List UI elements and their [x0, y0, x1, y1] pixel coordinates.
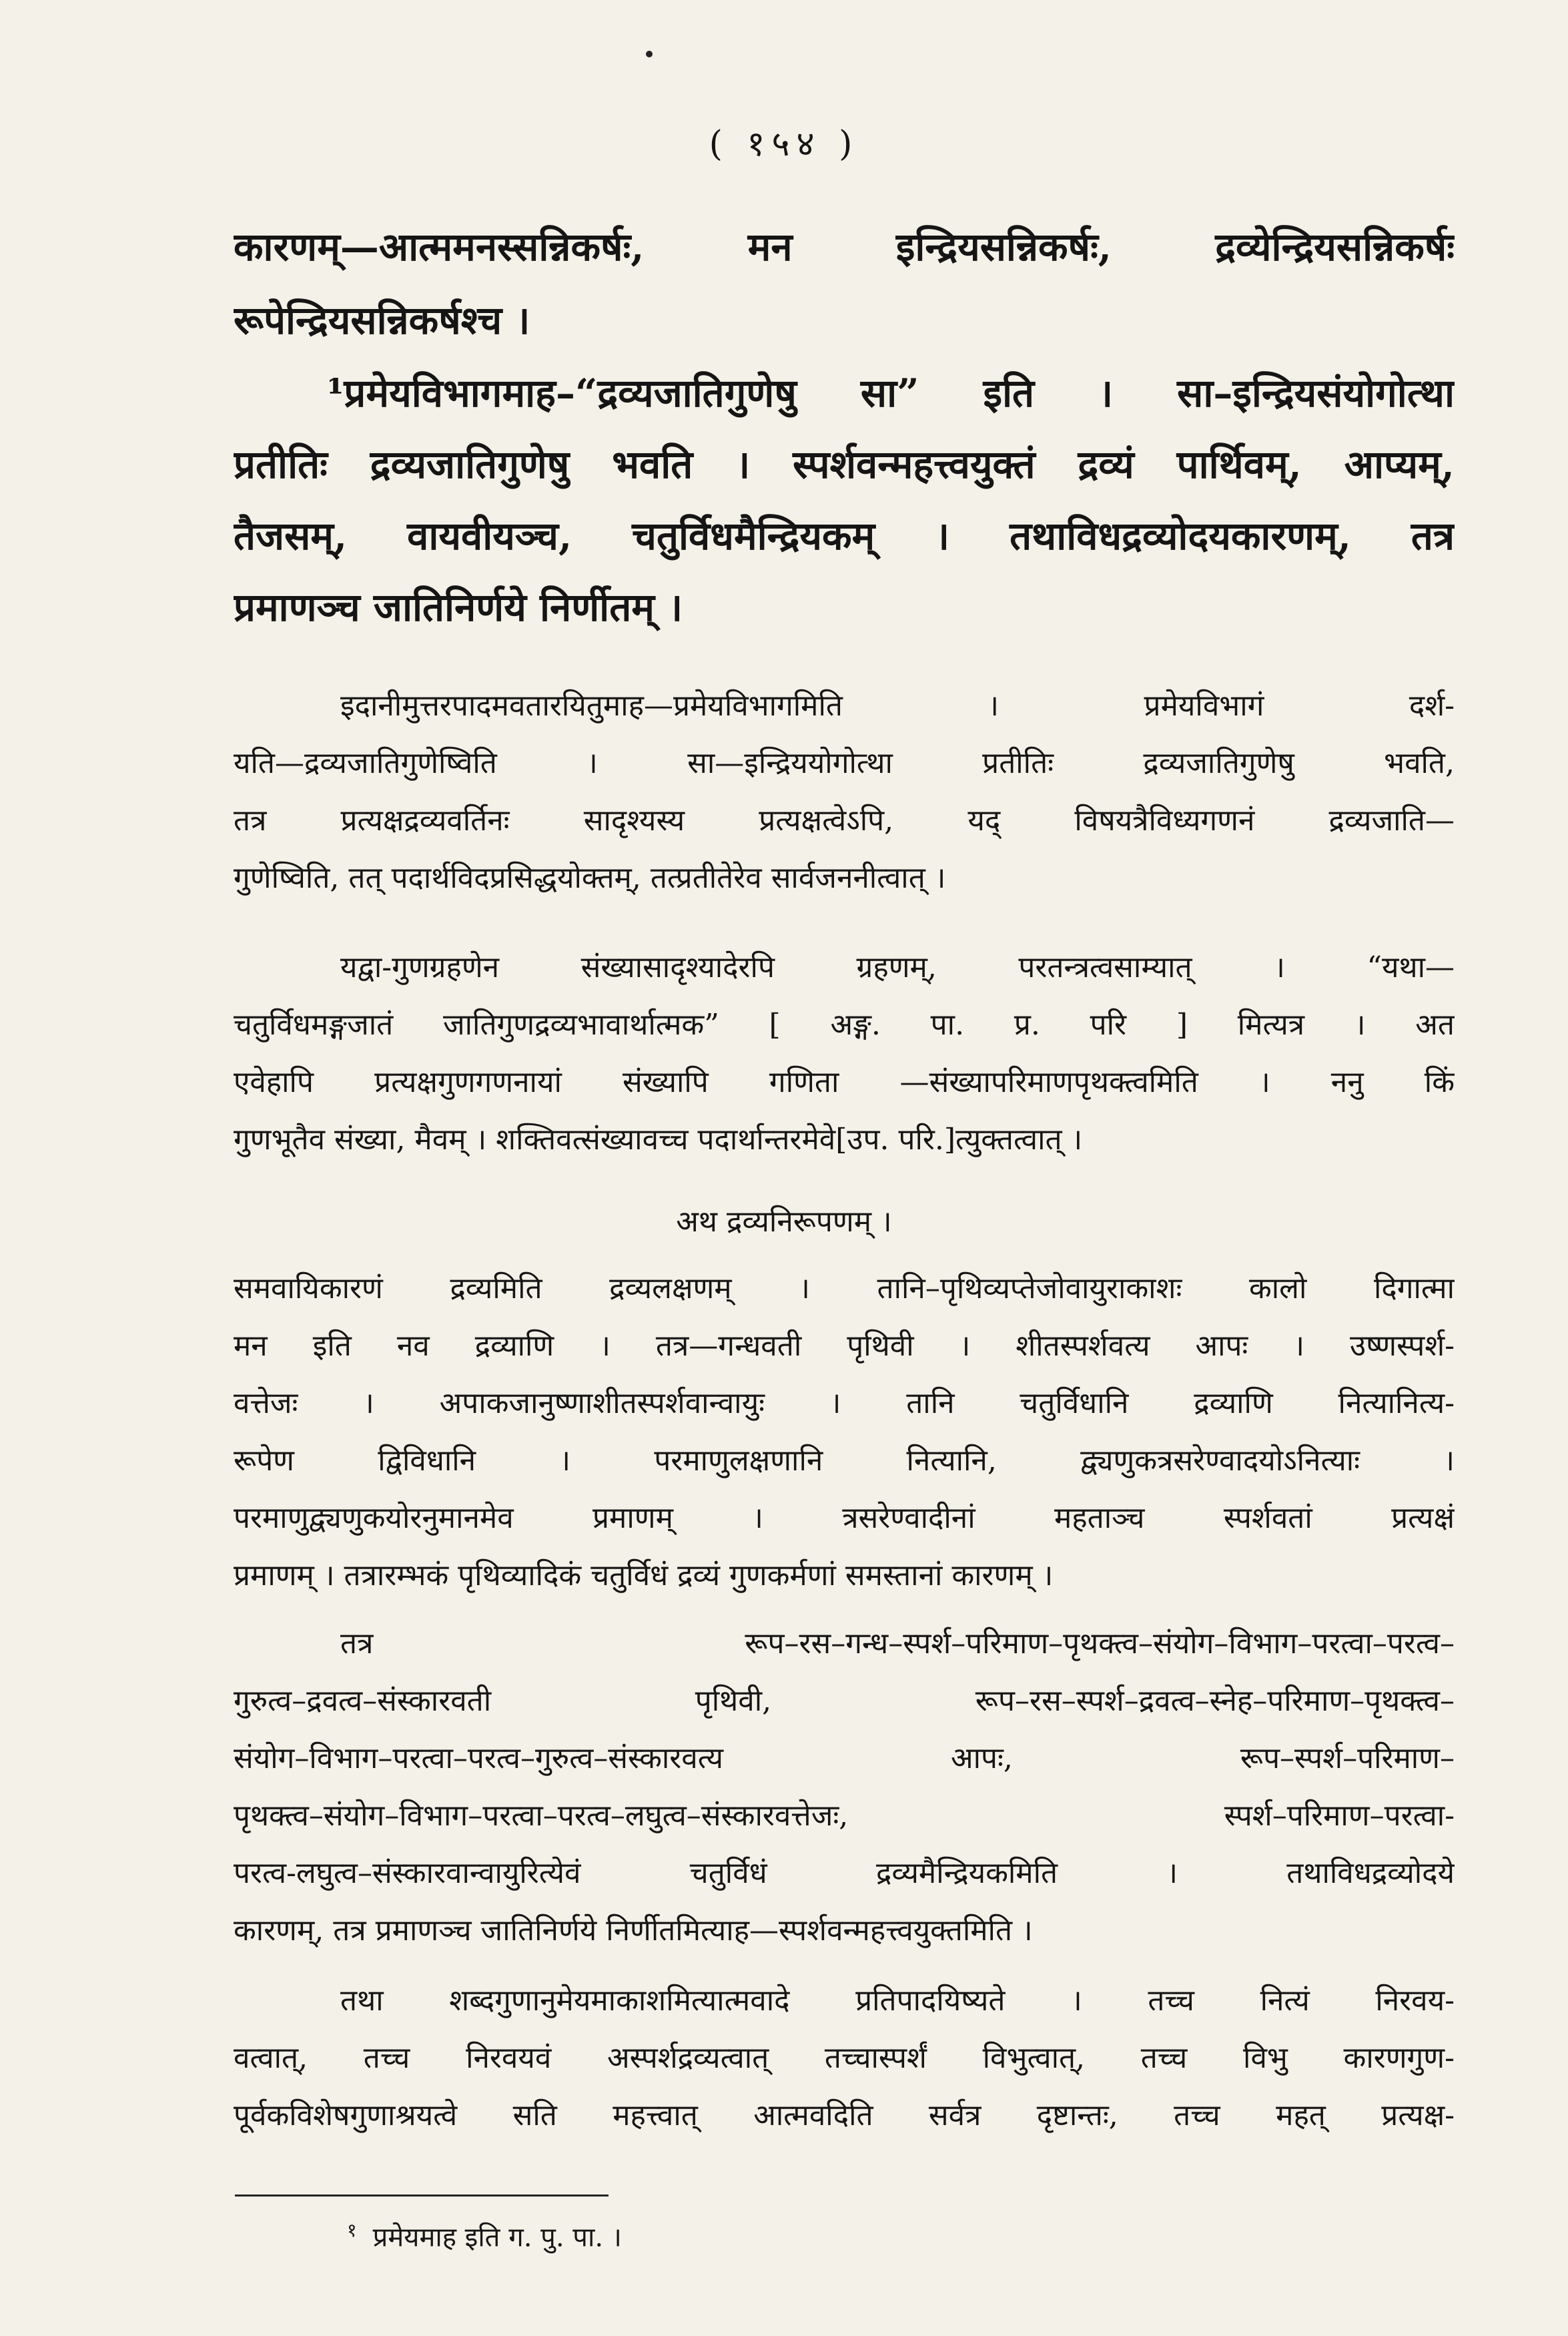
text-line: यति—द्रव्यजातिगुणेष्विति । सा—इन्द्रिययोगोत्था प्रतीतिः द्रव्यजातिगुणेषु भवति,	[234, 746, 1455, 780]
footnote-text: प्रमेयमाह इति ग. पु. पा. ।	[372, 2222, 622, 2253]
text-line: चतुर्विधमङ्गजातं जातिगुणद्रव्यभावार्थात्मक” [ अङ्ग. पा. प्र. परि ] मित्यत्र । अत	[234, 1008, 1455, 1042]
commentary-block-2	[234, 939, 1455, 1169]
text-line: रूपेन्द्रियसन्निकर्षश्च ।	[234, 298, 530, 343]
ink-dot	[646, 51, 653, 57]
text-line: इदानीमुत्तरपादमवतारयितुमाह—प्रमेयविभागमिति । प्रमेयविभागं दर्श-	[340, 689, 1455, 723]
footnote-divider	[235, 2195, 609, 2197]
text-line: प्रमाणञ्च जातिनिर्णये निर्णीतम् ।	[234, 585, 683, 630]
text-line: गुणेष्विति, तत् पदार्थविदप्रसिद्धयोक्तम्, तत्प्रतीतेरेव सार्वजननीत्वात् ।	[234, 861, 946, 895]
commentary-block-5	[234, 1972, 1455, 2144]
text-line: तथा शब्दगुणानुमेयमाकाशमित्यात्मवादे प्रतिपादयिष्यते । तच्च नित्यं निरवय-	[340, 1984, 1455, 2018]
footnote	[347, 2217, 622, 2254]
text-line: कारणम्—आत्ममनस्सन्निकर्षः, मन इन्द्रियसन्निकर्षः, द्रव्येन्द्रियसन्निकर्षः	[234, 224, 1455, 270]
text-line: ¹प्रमेयविभागमाह–“द्रव्यजातिगुणेषु सा” इति । सा–इन्द्रियसंयोगोत्था	[327, 370, 1455, 416]
text-line: वत्वात्, तच्च निरवयवं अस्पर्शद्रव्यत्वात् तच्चास्पर्शं विभुत्वात्, तच्च विभु कारणगुण-	[234, 2041, 1455, 2075]
text-line: रूपेण द्विविधानि । परमाणुलक्षणानि नित्यानि, द्व्यणुकत्रसरेण्वादयोऽनित्याः ।	[234, 1444, 1455, 1478]
commentary-block-4	[234, 1615, 1455, 1960]
commentary-block-3	[234, 1260, 1455, 1604]
text-line: तैजसम्, वायवीयञ्च, चतुर्विधमैन्द्रियकम् । तथाविधद्रव्योदयकारणम्, तत्र	[234, 513, 1455, 559]
root-text-block-2	[234, 358, 1455, 643]
section-heading: अथ द्रव्यनिरूपणम् ।	[676, 1205, 892, 1239]
text-line: पृथक्त्व–संयोग–विभाग–परत्वा–परत्व–लघुत्व–संस्कारवत्तेजः, स्पर्श–परिमाण–परत्वा-	[234, 1799, 1455, 1833]
text-line: प्रतीतिः द्रव्यजातिगुणेषु भवति । स्पर्शवन्महत्त्वयुक्तं द्रव्यं पार्थिवम्, आप्यम्,	[234, 442, 1455, 487]
text-line: तत्र रूप–रस–गन्ध–स्पर्श–परिमाण–पृथक्त्व–संयोग–विभाग–परत्वा–परत्व–	[340, 1627, 1455, 1661]
commentary-block-1	[234, 677, 1455, 907]
root-text-block-1	[234, 210, 1455, 357]
text-line: गुरुत्व–द्रवत्व–संस्कारवती पृथिवी, रूप–रस–स्पर्श–द्रवत्व–स्नेह–परिमाण–पृथक्त्व–	[234, 1684, 1455, 1718]
text-line: परत्व-लघुत्व–संस्कारवान्वायुरित्येवं चतुर्विधं द्रव्यमैन्द्रियकमिति । तथाविधद्रव्योदये	[234, 1856, 1455, 1890]
footnote-marker: १	[347, 2219, 357, 2241]
text-line: परमाणुद्व्यणुकयोरनुमानमेव प्रमाणम् । त्रसरेण्वादीनां महताञ्च स्पर्शवतां प्रत्यक्षं	[234, 1501, 1455, 1535]
text-line: तत्र प्रत्यक्षद्रव्यवर्तिनः सादृश्यस्य प्रत्यक्षत्वेऽपि, यद् विषयत्रैविध्यगणनं द्रव्यजाति—	[234, 804, 1455, 838]
text-line: समवायिकारणं द्रव्यमिति द्रव्यलक्षणम् । तानि–पृथिव्यप्तेजोवायुराकाशः कालो दिगात्मा	[234, 1271, 1455, 1305]
text-line: एवेहापि प्रत्यक्षगुणगणनायां संख्यापि गणिता —संख्यापरिमाणपृथक्त्वमिति । ननु किं	[234, 1065, 1455, 1099]
text-line: पूर्वकविशेषगुणाश्रयत्वे सति महत्त्वात् आत्मवदिति सर्वत्र दृष्टान्तः, तच्च महत् प्रत्यक्ष-	[234, 2098, 1455, 2132]
text-line: मन इति नव द्रव्याणि । तत्र—गन्धवती पृथिवी । शीतस्पर्शवत्य आपः । उष्णस्पर्श-	[234, 1329, 1455, 1363]
text-line: कारणम्, तत्र प्रमाणञ्च जातिनिर्णये निर्णीतमित्याह—स्पर्शवन्महत्त्वयुक्तमिति ।	[234, 1914, 1033, 1948]
text-line: गुणभूतैव संख्या, मैवम् । शक्तिवत्संख्यावच्च पदार्थान्तरमेवे[उप. परि.]त्युक्तत्वात् ।	[234, 1123, 1083, 1157]
text-line: प्रमाणम् । तत्रारम्भकं पृथिव्यादिकं चतुर्विधं द्रव्यं गुणकर्मणां समस्तानां कारणम् ।	[234, 1558, 1054, 1592]
page-number: ( १५४ )	[709, 124, 859, 164]
text-line: वत्तेजः । अपाकजानुष्णाशीतस्पर्शवान्वायुः । तानि चतुर्विधानि द्रव्याणि नित्यानित्य-	[234, 1386, 1455, 1420]
text-line: संयोग–विभाग–परत्वा–परत्व–गुरुत्व–संस्कारवत्य आपः, रूप–स्पर्श–परिमाण–	[234, 1741, 1455, 1775]
text-line: यद्वा-गुणग्रहणेन संख्यासादृश्यादेरपि ग्रहणम्, परतन्त्रत्वसाम्यात् । “यथा—	[340, 950, 1455, 984]
